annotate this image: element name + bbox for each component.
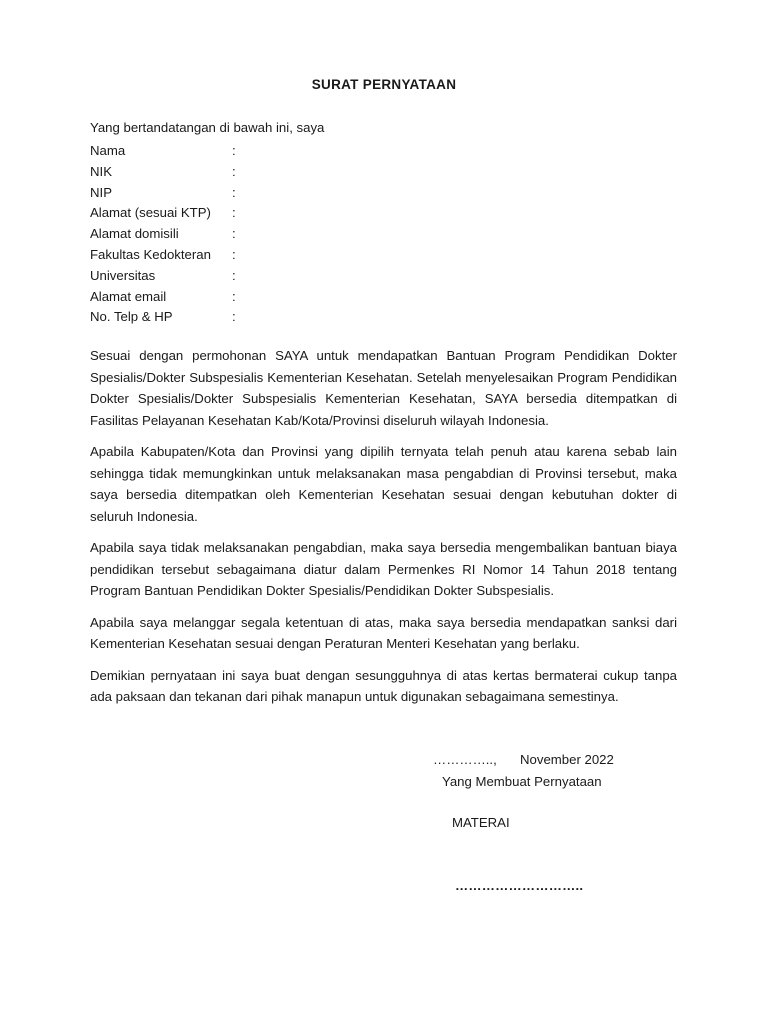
field-label: Alamat domisili [90, 226, 179, 242]
signature-name-line: ……………………….. [455, 878, 584, 893]
materai-stamp-label: MATERAI [452, 815, 510, 830]
field-colon: : [232, 184, 236, 200]
field-colon: : [232, 288, 236, 304]
signer-role: Yang Membuat Pernyataan [442, 774, 602, 789]
field-colon: : [232, 246, 236, 262]
paragraph: Apabila saya tidak melaksanakan pengabdian, maka saya bersedia mengembalikan bantuan biaya pendidikan tersebut sebagaimana diatur dalam Permenkes RI Nomor 14 Tahun 2018 tentang Program Bantuan Pendidikan Dokter Spesialis/Pendidikan Dokter Subspesialis. [90, 540, 677, 598]
paragraph: Sesuai dengan permohonan SAYA untuk mendapatkan Bantuan Program Pendidikan Dokter Spesialis/Dokter Subspesialis Kementerian Kesehatan. Setelah menyelesaikan Program Pendidikan Dokter Spesialis/Dokter Subspesialis Kementerian Kesehatan, SAYA bersedia ditempatkan di Fasilitas Pelayanan Kesehatan Kab/Kota/Provinsi diseluruh wilayah Indonesia. [90, 348, 677, 428]
field-row-telp [90, 307, 390, 328]
field-row-alamat-domisili [90, 224, 390, 245]
field-label: Alamat (sesuai KTP) [90, 205, 211, 221]
identity-fields [90, 141, 390, 328]
field-row-alamat-ktp [90, 203, 390, 224]
document-title: SURAT PERNYATAAN [311, 77, 457, 92]
paragraph: Demikian pernyataan ini saya buat dengan sesungguhnya di atas kertas bermaterai cukup tanpa ada paksaan dan tekanan dari pihak manapun untuk digunakan sebagaimana semestinya. [90, 667, 677, 704]
date-text: November 2022 [520, 752, 614, 767]
field-row-nama [90, 141, 390, 162]
field-row-universitas [90, 266, 390, 287]
field-colon: : [232, 309, 236, 325]
field-colon: : [232, 163, 236, 179]
signature-date [433, 752, 614, 767]
field-colon: : [232, 205, 236, 221]
field-label: NIP [90, 184, 112, 200]
intro-text: Yang bertandatangan di bawah ini, saya [90, 120, 325, 135]
field-label: Universitas [90, 267, 156, 283]
field-colon: : [232, 226, 236, 242]
paragraph: Apabila saya melanggar segala ketentuan di atas, maka saya bersedia mendapatkan sanksi dari Kementerian Kesehatan sesuai dengan Peraturan Menteri Kesehatan yang berlaku. [90, 614, 677, 651]
field-row-email [90, 287, 390, 308]
field-label: Nama [90, 143, 126, 158]
field-label: Fakultas Kedokteran [90, 246, 211, 262]
field-label: Alamat email [90, 288, 167, 304]
statement-body [90, 345, 677, 718]
field-label: No. Telp & HP [90, 309, 173, 325]
place-placeholder: ………….., [433, 752, 497, 767]
field-colon: : [232, 267, 236, 283]
field-row-fakultas [90, 245, 390, 266]
field-label: NIK [90, 163, 112, 179]
field-colon: : [232, 143, 236, 158]
field-row-nik [90, 162, 390, 183]
field-row-nip [90, 183, 390, 204]
paragraph: Apabila Kabupaten/Kota dan Provinsi yang dipilih ternyata telah penuh atau karena sebab lain sehingga tidak memungkinkan untuk melaksanakan masa pengabdian di Provinsi tersebut, maka saya bersedia ditempatkan oleh Kementerian Kesehatan sesuai dengan kebutuhan dokter di seluruh Indonesia. [90, 444, 677, 524]
